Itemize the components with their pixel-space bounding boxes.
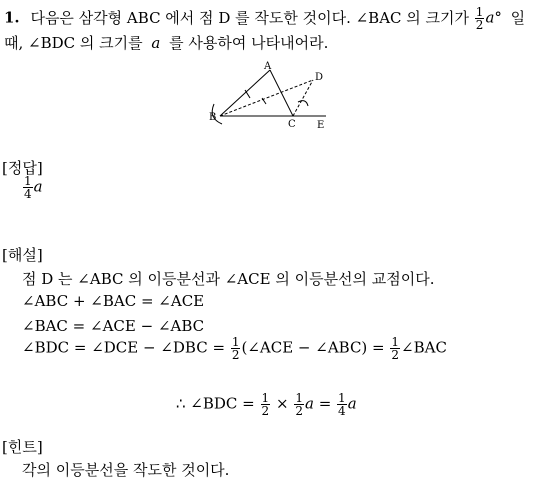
conclusion-frac-3-num: 1 bbox=[338, 391, 346, 405]
problem-text-2: 때, ∠BDC 의 크기를 bbox=[4, 34, 143, 52]
explanation-line-4-frac-1 bbox=[231, 336, 241, 361]
explanation-line-4-a: ∠BDC = ∠DCE − ∠DBC = bbox=[22, 338, 226, 357]
answer-fraction-den: 4 bbox=[24, 187, 32, 201]
conclusion-frac-3 bbox=[337, 392, 347, 417]
hint-heading: [힌트] bbox=[2, 438, 43, 456]
explanation-line-2: ∠ABC + ∠BAC = ∠ACE bbox=[22, 292, 205, 310]
problem-line-2 bbox=[4, 32, 328, 53]
answer-fraction bbox=[23, 175, 33, 200]
explanation-line-3: ∠BAC = ∠ACE − ∠ABC bbox=[22, 317, 205, 335]
explanation-line-1: 점 D 는 ∠ABC 의 이등분선과 ∠ACE 의 이등분선의 교점이다. bbox=[22, 270, 435, 288]
conclusion-frac-2-num: 1 bbox=[295, 391, 303, 405]
answer-fraction-num: 1 bbox=[24, 174, 32, 188]
explanation-line-4-b: (∠ACE − ∠ABC) = bbox=[241, 338, 385, 357]
conclusion-a: ∴ ∠BDC = bbox=[176, 394, 255, 413]
segment-AC bbox=[270, 70, 293, 116]
problem-var-a: a bbox=[151, 34, 161, 52]
label-B: B bbox=[209, 112, 217, 123]
conclusion-frac-1-num: 1 bbox=[261, 391, 270, 405]
problem-fraction-num: 1 bbox=[475, 5, 484, 19]
segment-BD-bisector bbox=[220, 80, 313, 116]
explanation-line-4-frac-2 bbox=[390, 336, 400, 361]
conclusion-frac-2 bbox=[294, 392, 304, 417]
problem-fraction-den: 2 bbox=[475, 18, 484, 32]
conclusion-frac-2-den: 2 bbox=[295, 404, 303, 418]
explanation-line-4-c: ∠BAC bbox=[401, 338, 447, 357]
segment-BA bbox=[220, 70, 270, 116]
conclusion-var: a bbox=[304, 394, 314, 413]
explanation-heading: [해설] bbox=[2, 246, 43, 264]
explanation-line-4-frac-2-den: 2 bbox=[391, 348, 400, 362]
explanation-line-4-frac-2-num: 1 bbox=[391, 335, 400, 349]
problem-text-1: 다음은 삼각형 ABC 에서 점 D 를 작도한 것이다. ∠BAC 의 크기가 bbox=[30, 8, 470, 27]
answer-heading: [정답] bbox=[2, 159, 43, 177]
answer-var: a bbox=[33, 177, 43, 196]
conclusion-frac-1-den: 2 bbox=[261, 404, 270, 418]
problem-number: 1. bbox=[4, 8, 20, 27]
problem-line-1 bbox=[4, 6, 525, 31]
conclusion-frac-1 bbox=[261, 392, 271, 417]
explanation-line-4-frac-1-num: 1 bbox=[231, 335, 240, 349]
problem-fraction bbox=[475, 6, 485, 31]
triangle-figure bbox=[200, 60, 340, 132]
problem-var-a-deg: a° bbox=[485, 8, 502, 27]
conclusion-frac-3-den: 4 bbox=[338, 404, 346, 418]
label-A: A bbox=[264, 61, 272, 72]
hint-text: 각의 이등분선을 작도한 것이다. bbox=[22, 461, 230, 479]
conclusion-var-2: a bbox=[347, 394, 357, 413]
label-E: E bbox=[317, 120, 325, 131]
problem-text-2-tail: 를 사용하여 나타내어라. bbox=[169, 34, 329, 52]
label-D: D bbox=[315, 72, 324, 83]
conclusion-times: × bbox=[275, 394, 289, 413]
explanation-line-4-frac-1-den: 2 bbox=[231, 348, 240, 362]
explanation-conclusion bbox=[176, 392, 357, 417]
problem-text-1-tail: 일 bbox=[510, 8, 526, 27]
answer-value bbox=[22, 175, 43, 200]
explanation-line-4 bbox=[22, 336, 447, 361]
label-C: C bbox=[288, 119, 296, 130]
conclusion-eq: = bbox=[318, 394, 332, 413]
segment-CD-bisector bbox=[293, 80, 313, 116]
